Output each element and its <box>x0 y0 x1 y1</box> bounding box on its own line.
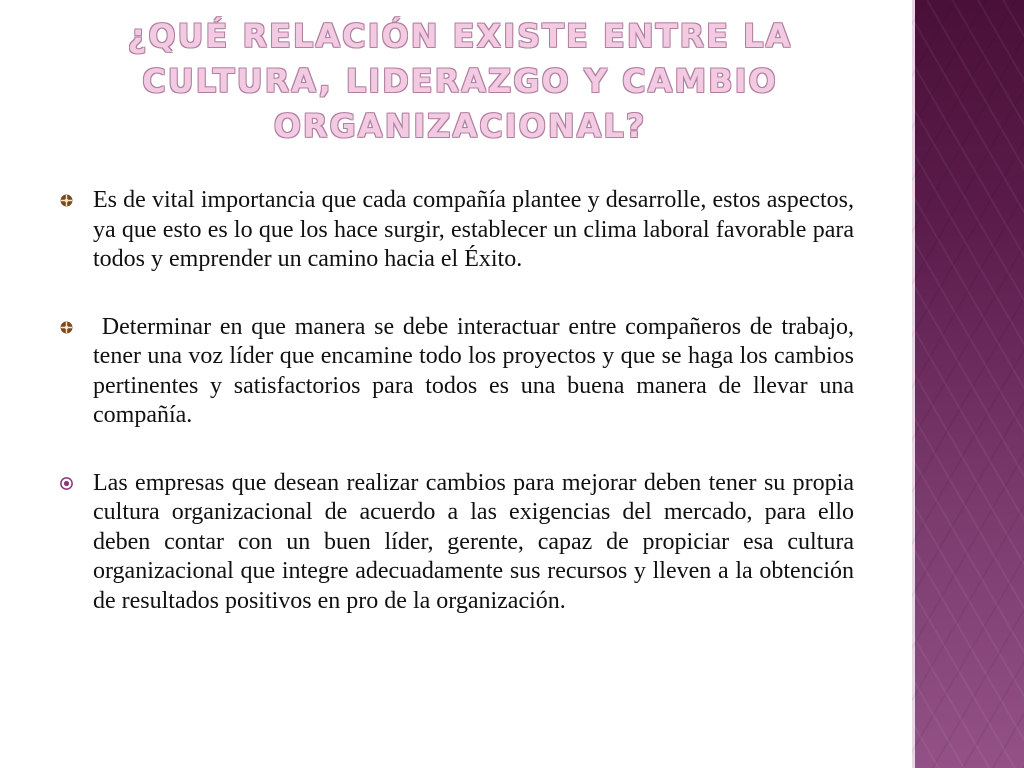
slide-title: ¿QUÉ RELACIÓN EXISTE ENTRE LA CULTURA, LIDERAZGO Y CAMBIO ORGANIZACIONAL? <box>127 17 793 145</box>
bullet-text: Las empresas que desean realizar cambios para mejorar deben tener su propia cultura organizacional de acuerdo a las exigencias del mercado, para ello deben contar con un buen líder, gerente, capaz de propiciar esa cultura organizacional que integre adecuadamente sus recursos y lleven a la obtención de resultados positivos en pro de la organización. <box>93 469 860 614</box>
bullet-list <box>60 186 860 654</box>
bullet-text: Es de vital importancia que cada compañía plantee y desarrolle, estos aspectos, ya que esto es lo que los hace surgir, establecer un clima laboral favorable para todos y emprender un camino hacia el Éxito. <box>93 187 860 272</box>
bullet-item <box>60 186 860 275</box>
bullet-text: Determinar en que manera se debe interactuar entre compañeros de trabajo, tener una voz líder que encamine todo los proyectos y que se haga los cambios pertinentes y satisfactorios para todos es una buena manera de llevar una compañía. <box>93 313 860 428</box>
ornament-bullet-icon <box>60 321 73 334</box>
bullet-item <box>60 469 860 617</box>
bullet-item <box>60 313 860 431</box>
ornament-bullet-icon <box>60 194 73 207</box>
target-bullet-icon <box>60 477 73 490</box>
decorative-side-band <box>912 0 1024 768</box>
